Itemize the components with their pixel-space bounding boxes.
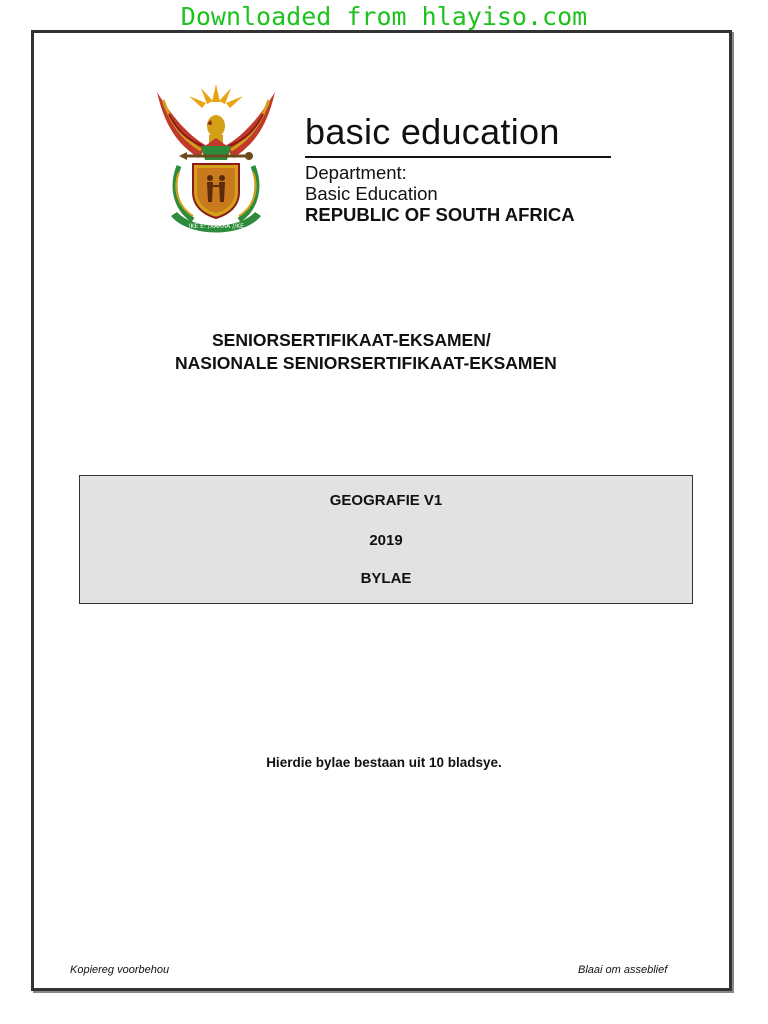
department-name: Basic Education	[305, 183, 438, 204]
exam-title-line1: SENIORSERTIFIKAAT-EKSAMEN/	[212, 330, 491, 350]
brand-name: basic education	[305, 111, 560, 152]
turn-over-note: Blaai om asseblief	[578, 964, 668, 976]
country-name: REPUBLIC OF SOUTH AFRICA	[305, 204, 575, 225]
page-count-note: Hierdie bylae bestaan uit 10 bladsye.	[266, 755, 502, 770]
sun-rays	[189, 84, 243, 108]
subject-name: GEOGRAFIE V1	[329, 492, 443, 509]
exam-year: 2019	[369, 532, 403, 549]
paper-type: BYLAE	[360, 570, 412, 587]
letterhead	[141, 80, 631, 245]
department-brand	[305, 112, 611, 225]
coat-of-arms-icon	[149, 80, 283, 238]
exam-title-line2: NASIONALE SENIORSERTIFIKAAT-EKSAMEN	[175, 353, 557, 373]
subject-box	[79, 475, 693, 604]
brand-divider	[305, 156, 611, 158]
copyright-note: Kopiereg voorbehou	[70, 964, 170, 976]
crest-motto: !KE E: /XARRA //KE	[188, 223, 244, 230]
department-label: Department:	[305, 162, 407, 183]
download-watermark: Downloaded from hlayiso.com	[180, 2, 588, 31]
